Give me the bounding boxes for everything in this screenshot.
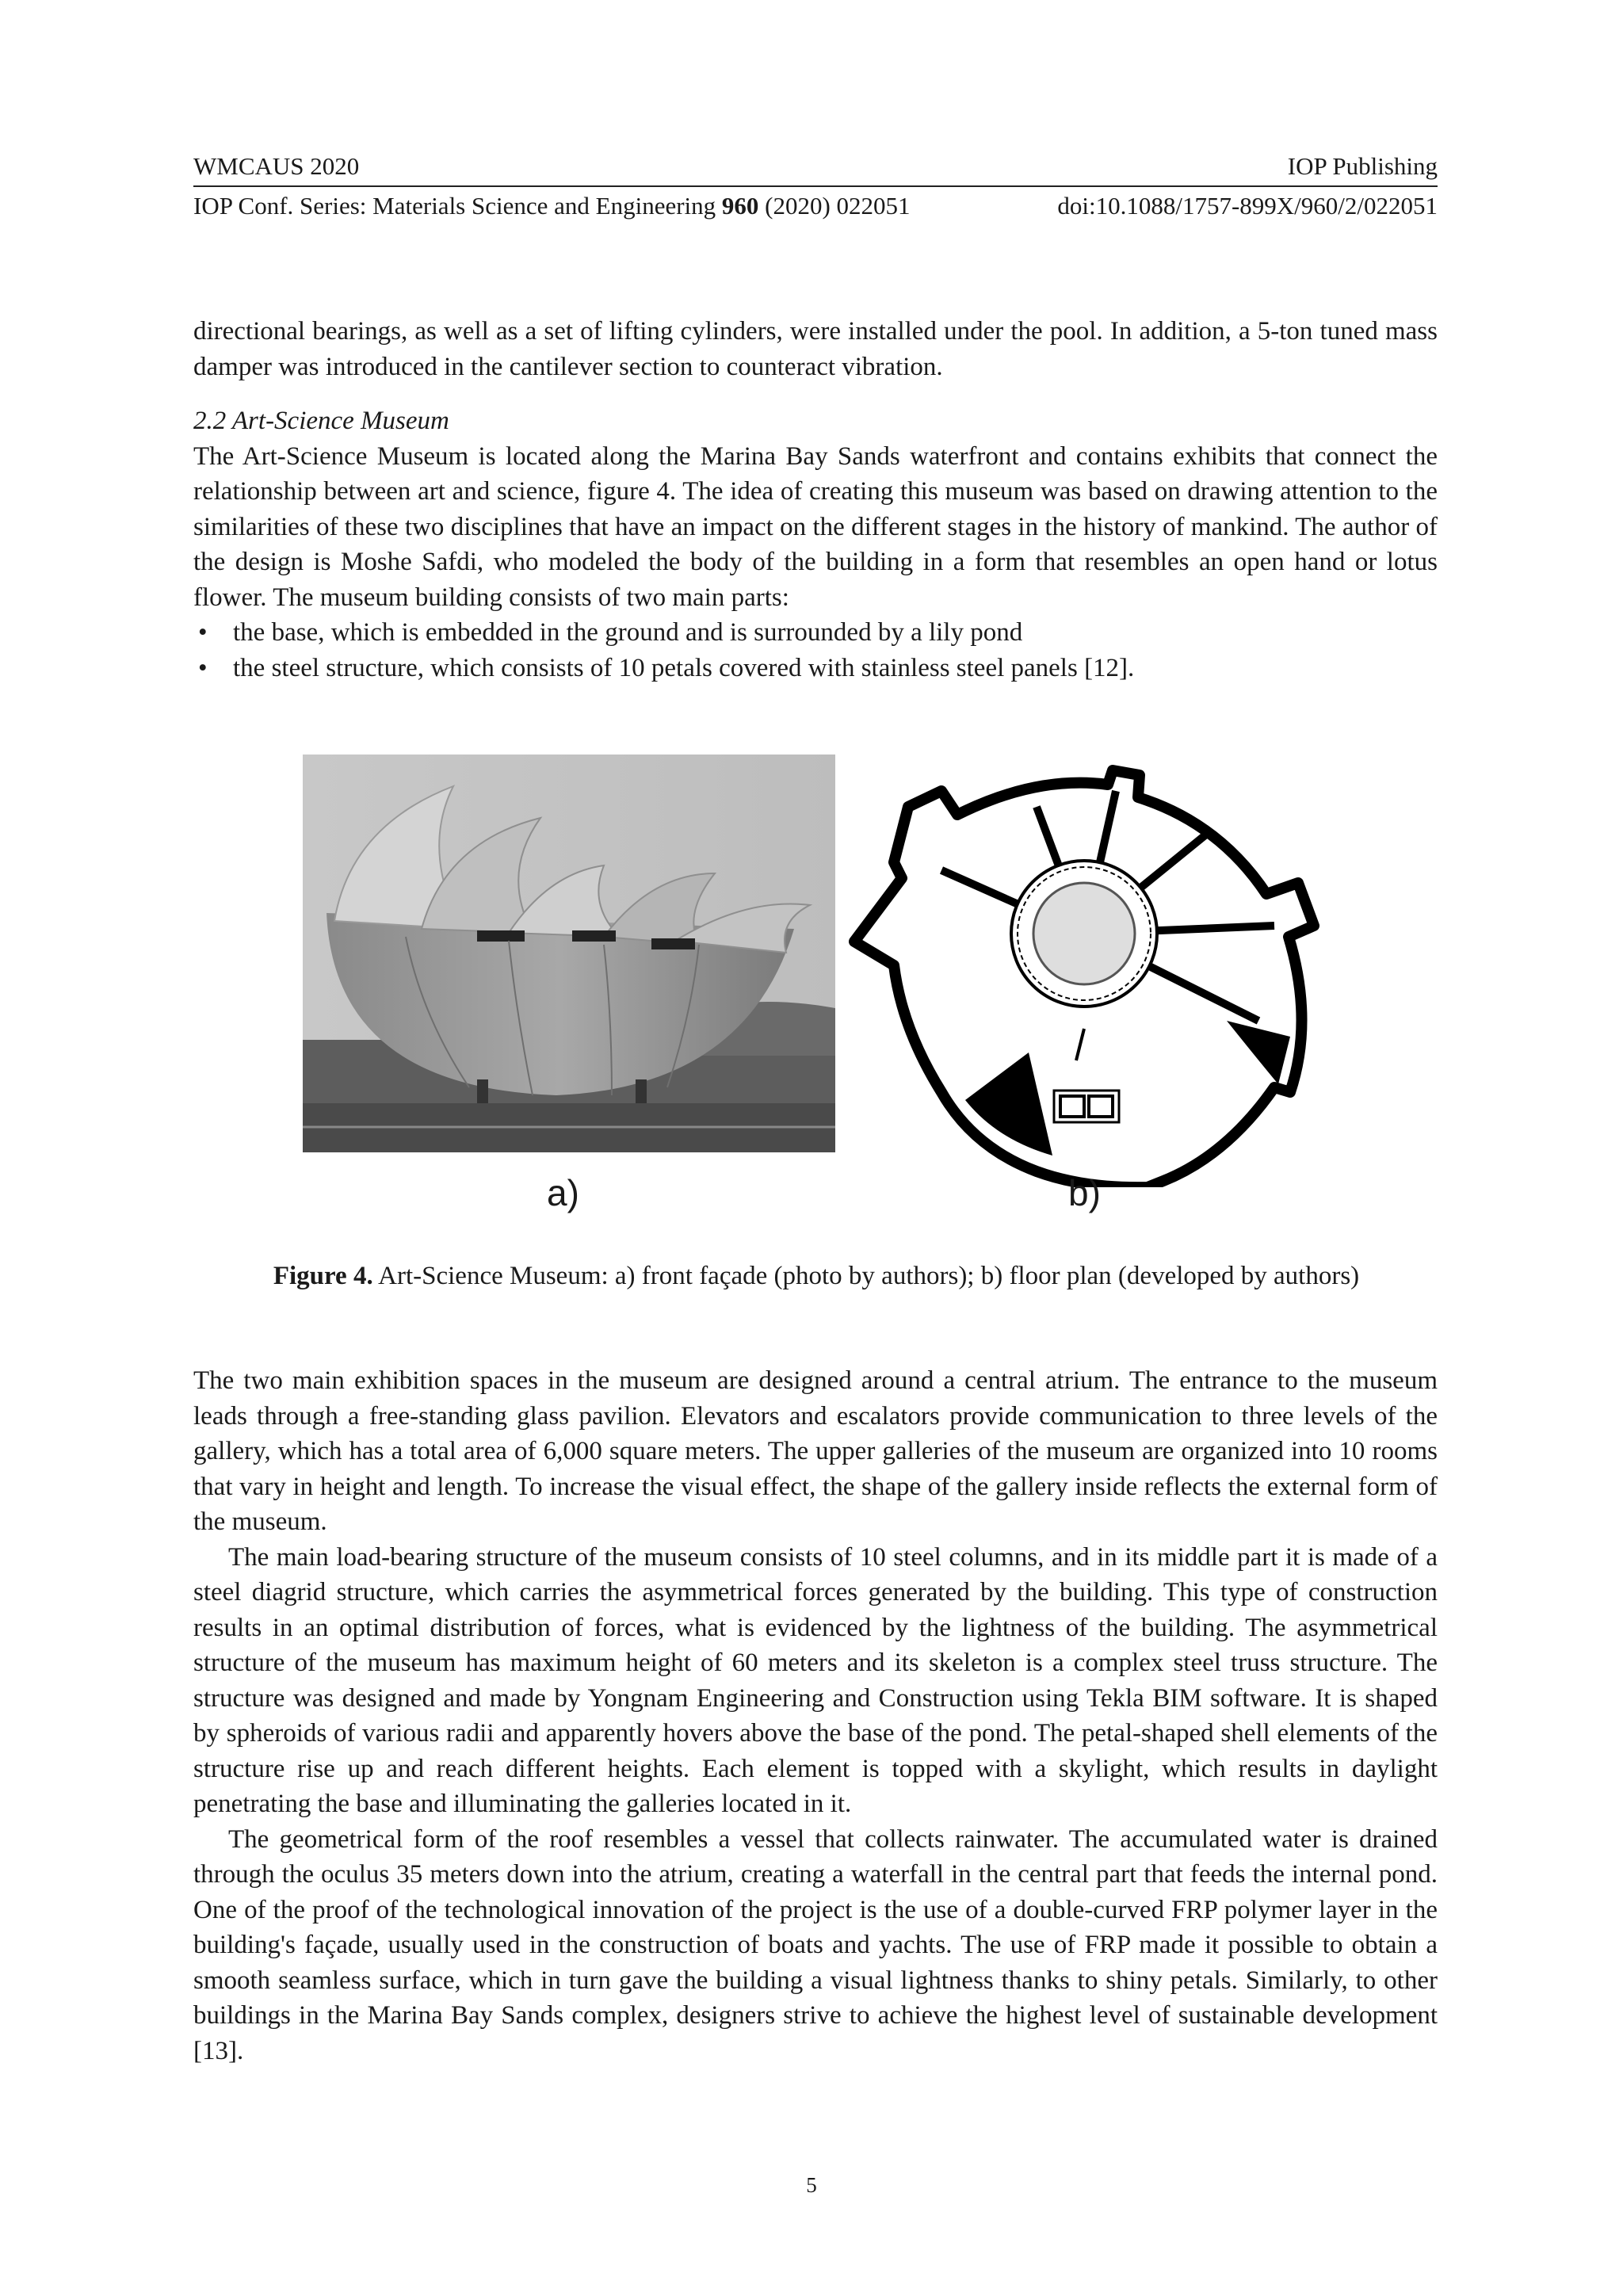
museum-floor-plan: [846, 759, 1325, 1187]
publisher-name: IOP Publishing: [1287, 152, 1438, 180]
bullet-item: • the steel structure, which consists of 10 petals covered with stainless steel panels [12].: [193, 651, 1438, 686]
running-header: [193, 151, 1438, 182]
conference-name: WMCAUS 2020: [193, 152, 360, 180]
doi: doi:10.1088/1757-899X/960/2/022051: [1057, 192, 1438, 220]
figure-label: Figure 4.: [273, 1262, 373, 1290]
series-line: [193, 190, 1438, 222]
subfigure-label-b: b): [1068, 1172, 1101, 1213]
figure-caption: Figure 4. Art-Science Museum: a) front façade (photo by authors); b) floor plan (developed by authors): [273, 1262, 1360, 1290]
intro-paragraph: directional bearings, as well as a set of lifting cylinders, were installed under the pool. In addition, a 5-ton tuned mass damper was introduced in the cantilever section to counteract vibration.: [193, 317, 1438, 381]
page-number: 5: [806, 2173, 817, 2197]
paragraph: The two main exhibition spaces in the museum are designed around a central atrium. The entrance to the museum leads through a free-standing glass pavilion. Elevators and escalators provide communication to three levels of the gallery, which has a total area of 6,000 square meters. The upper galleries of the museum are organized into 10 rooms that vary in height and length. To increase the visual effect, the shape of the gallery inside reflects the external form of the museum.: [193, 1366, 1438, 1536]
bullet-item: • the base, which is embedded in the ground and is surrounded by a lily pond: [193, 615, 1438, 651]
body-bottom: [193, 1363, 1438, 2069]
paragraph: The geometrical form of the roof resembles a vessel that collects rainwater. The accumulated water is drained through the oculus 35 meters down into the atrium, creating a waterfall in the central part that feeds the internal pond. One of the proof of the technological innovation of the project is the use of a double-curved FRP polymer layer in the building's façade, usually used in the construction of boats and yachts. The use of FRP made it possible to obtain a smooth seamless surface, which in turn gave the building a visual lightness thanks to shiny petals. Similarly, to other buildings in the Marina Bay Sands complex, designers strive to achieve the highest level of sustainable development [13].: [193, 1824, 1438, 2065]
paragraph: The main load-bearing structure of the museum consists of 10 steel columns, and in its middle part it is made of a steel diagrid structure, which carries the asymmetrical forces generated by the building. This type of construction results in an optimal distribution of forces, what is evidenced by the lightness of the building. The asymmetrical structure of the museum has maximum height of 60 meters and its skeleton is a complex steel truss structure. The structure was designed and made by Yongnam Engineering and Construction using Tekla BIM software. It is shaped by spheroids of various radii and apparently hovers above the base of the pond. The petal-shaped shell elements of the structure rise up and reach different heights. Each element is topped with a skylight, which results in daylight penetrating the base and illuminating the galleries located in it.: [193, 1542, 1438, 1818]
series-citation: IOP Conf. Series: Materials Science and Engineering 960 (2020) 022051: [193, 192, 911, 220]
section-paragraph: The Art-Science Museum is located along the Marina Bay Sands waterfront and contains exhibits that connect the relationship between art and science, figure 4. The idea of creating this museum was based on drawing attention to the similarities of these two disciplines that have an impact on the different stages in the history of mankind. The author of the design is Moshe Safdi, who modeled the body of the building in a form that resembles an open hand or lotus flower. The museum building consists of two main parts:: [193, 441, 1438, 612]
volume-number: 960: [721, 192, 759, 220]
body-top: [193, 314, 1438, 686]
bullet-list: [193, 615, 1438, 686]
museum-facade-photo: [303, 755, 835, 1152]
header-rule: [193, 185, 1438, 187]
section-heading: 2.2 Art-Science Museum: [193, 407, 449, 435]
subfigure-label-a: a): [547, 1172, 579, 1213]
